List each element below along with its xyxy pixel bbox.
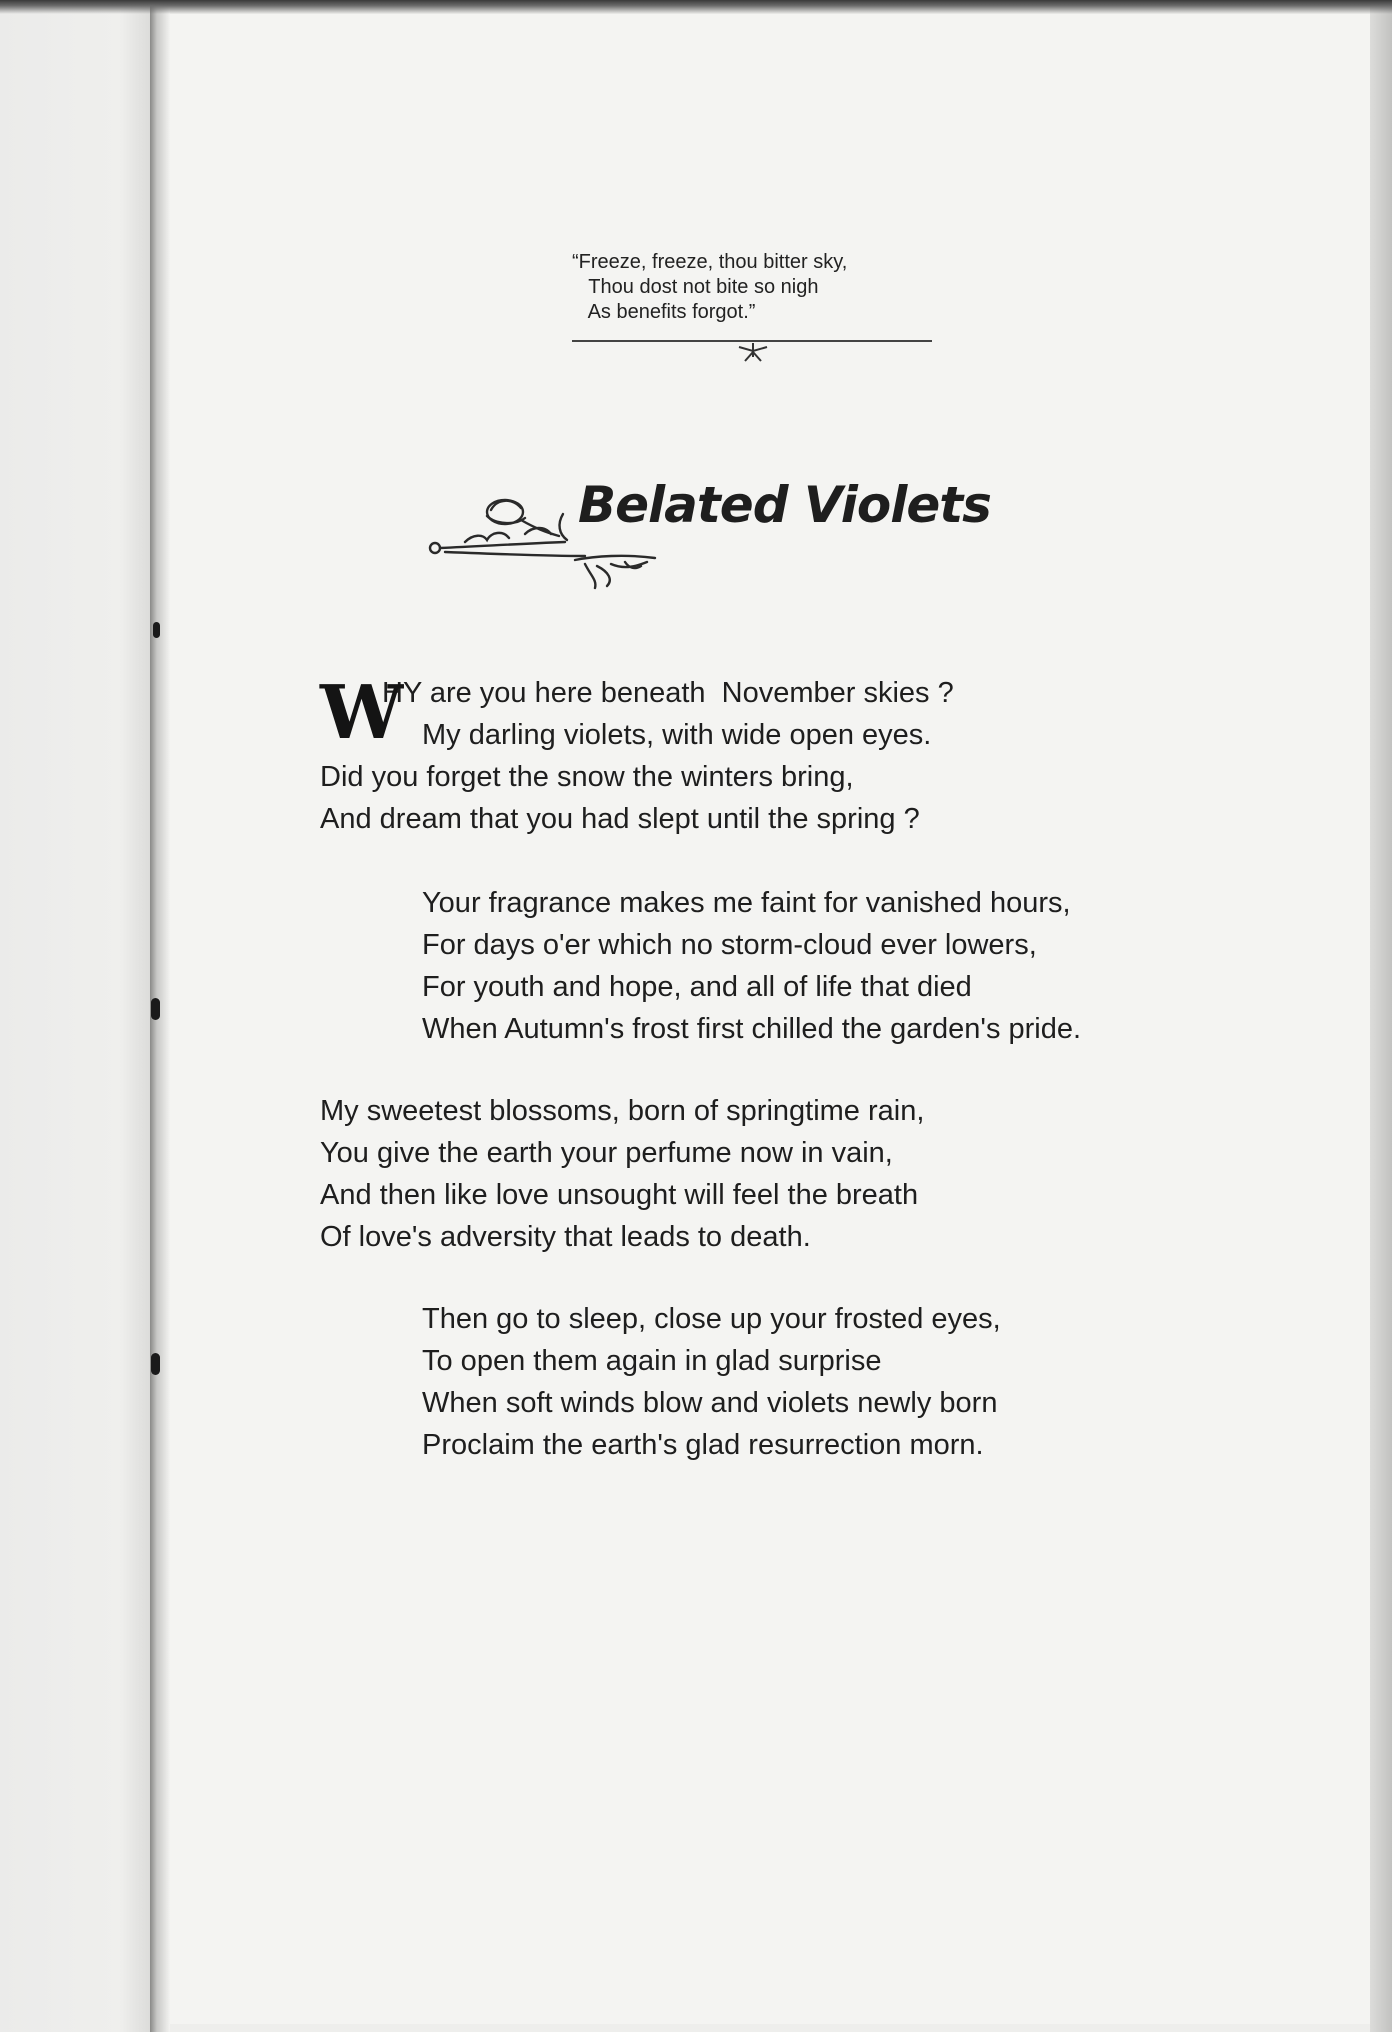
epigraph-line: As benefits forgot.” (572, 301, 756, 323)
binding-hole (153, 622, 160, 638)
poem-line: And then like love unsought will feel the breath (320, 1179, 919, 1211)
ornament-icon (735, 341, 771, 365)
binding-hole (151, 1353, 160, 1375)
poem-line: Did you forget the snow the winters bring, (320, 761, 854, 793)
poem-title: Belated Violets (578, 476, 991, 534)
binding-hole (151, 998, 160, 1020)
epigraph-line: Thou dost not bite so nigh (572, 276, 819, 298)
poem-line: HY are you here beneath November skies ? (382, 677, 954, 709)
epigraph-line: “Freeze, freeze, thou bitter sky, (572, 251, 848, 273)
poem-line: Then go to sleep, close up your frosted eyes, (422, 1303, 1001, 1335)
left-page-edge (0, 0, 150, 2032)
stanza-1 (320, 672, 954, 840)
poem-line: Proclaim the earth's glad resurrection morn. (422, 1429, 984, 1461)
poem-line: My sweetest blossoms, born of springtime rain, (320, 1095, 925, 1127)
poem-line: For youth and hope, and all of life that died (422, 971, 972, 1003)
epigraph (572, 250, 932, 325)
poem-line: When Autumn's frost first chilled the garden's pride. (422, 1013, 1082, 1045)
top-shadow (0, 0, 1392, 14)
poem-line: When soft winds blow and violets newly born (422, 1387, 998, 1419)
poem-line: Of love's adversity that leads to death. (320, 1221, 811, 1253)
drop-cap: W (320, 670, 404, 756)
poem-line: My darling violets, with wide open eyes. (422, 719, 932, 751)
poem-line: To open them again in glad surprise (422, 1345, 882, 1377)
poem-line: Your fragrance makes me faint for vanished hours, (422, 887, 1071, 919)
poem-line: And dream that you had slept until the spring ? (320, 803, 920, 835)
poem-line: For days o'er which no storm-cloud ever lowers, (422, 929, 1037, 961)
stanza-2 (320, 882, 1081, 1050)
right-page-edge (1370, 0, 1392, 2032)
stanza-4 (320, 1298, 1001, 1466)
poem-line: You give the earth your perfume now in vain, (320, 1137, 893, 1169)
stanza-3 (320, 1090, 924, 1258)
